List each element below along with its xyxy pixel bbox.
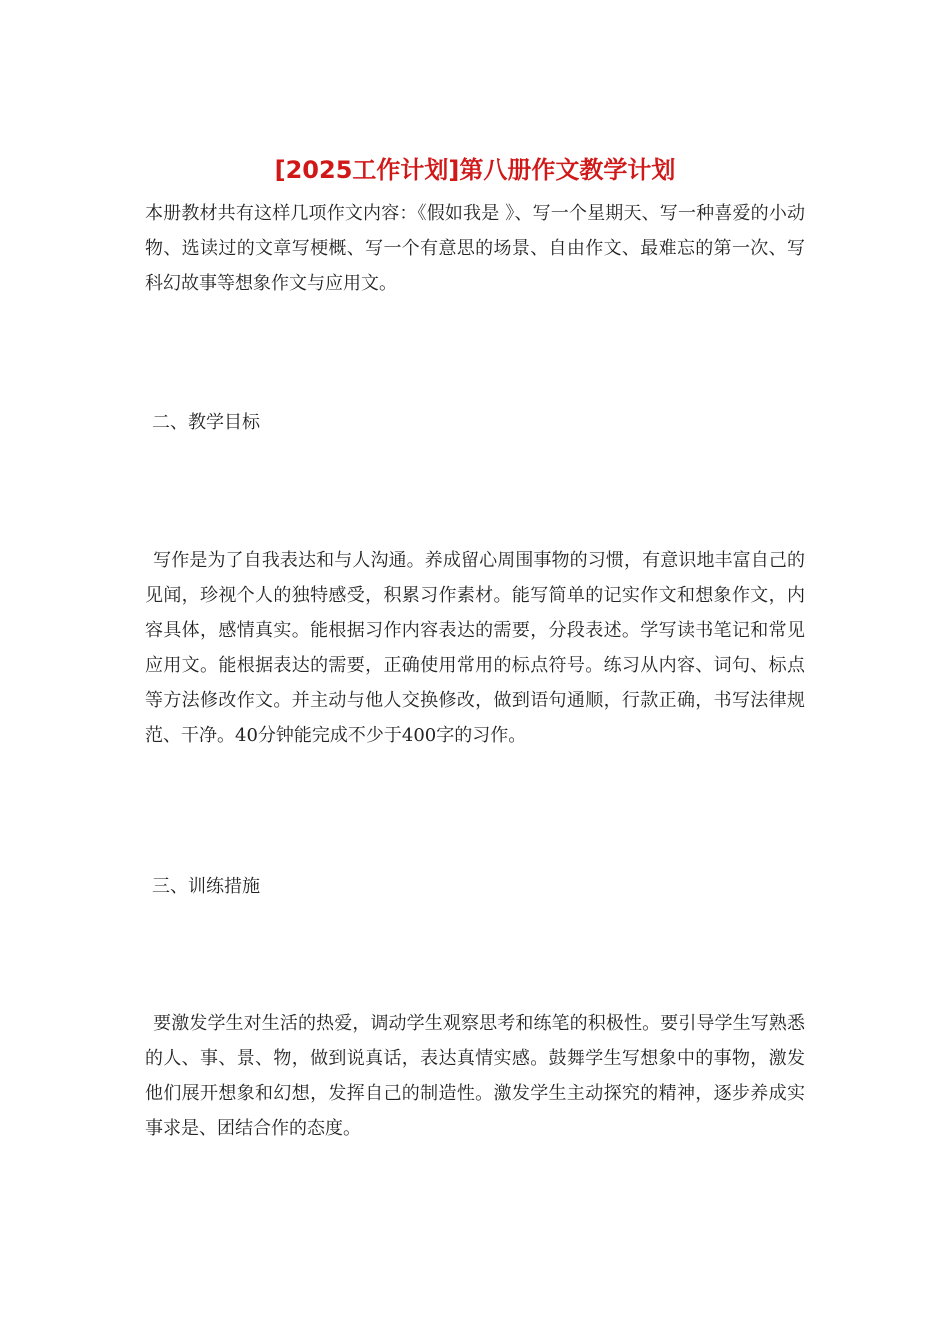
intro-paragraph: 本册教材共有这样几项作文内容：《假如我是 》、写一个星期天、写一种喜爱的小动物、选读过的文章写梗概、写一个有意思的场景、自由作文、最难忘的第一次、写科幻故事等想象作文与应用文。 bbox=[145, 203, 805, 294]
section-heading-goals: 二、教学目标 bbox=[152, 412, 260, 433]
measures-paragraph-text: 要激发学生对生活的热爱，调动学生观察思考和练笔的积极性。要引导学生写熟悉的人、事、景、物，做到说真话，表达真情实感。鼓舞学生写想象中的事物，激发他们展开想象和幻想，发挥自己的制造性。激发学生主动探究的精神，逐步养成实事求是、团结合作的态度。 bbox=[145, 1013, 805, 1139]
measures-paragraph bbox=[145, 1006, 805, 1146]
goals-paragraph bbox=[145, 543, 805, 753]
section-heading-measures: 三、训练措施 bbox=[152, 876, 260, 897]
goals-paragraph-text: 写作是为了自我表达和与人沟通。养成留心周围事物的习惯，有意识地丰富自己的见闻，珍视个人的独特感受，积累习作素材。能写简单的记实作文和想象作文，内容具体，感情真实。能根据习作内容表达的需要，分段表述。学写读书笔记和常见应用文。能根据表达的需要，正确使用常用的标点符号。练习从内容、词句、标点等方法修改作文。并主动与他人交换修改，做到语句通顺，行款正确，书写法律规范、干净。40分钟能完成不少于400字的习作。 bbox=[145, 550, 805, 746]
document-title: [2025工作计划]第八册作文教学计划 bbox=[274, 156, 676, 184]
